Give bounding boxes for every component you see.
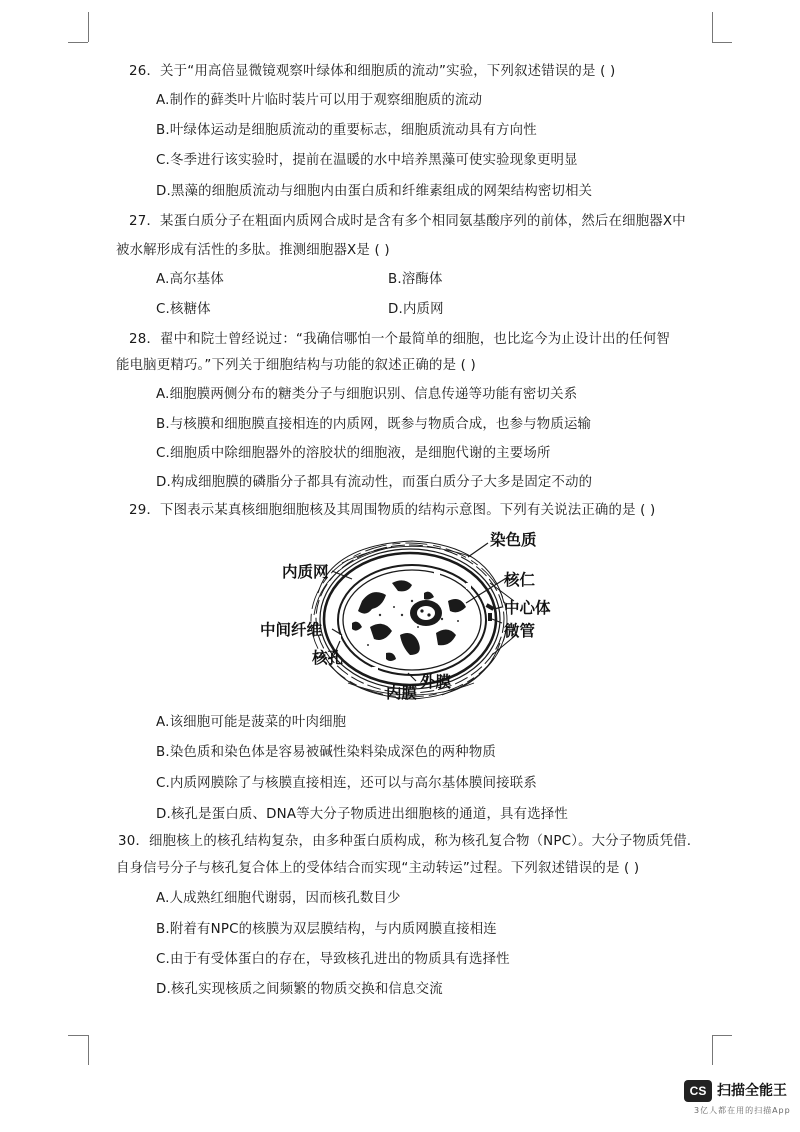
label-outer-membrane: 外膜 [420,673,452,691]
question-28-option-d: D.构成细胞膜的磷脂分子都具有流动性，而蛋白质分子大多是固定不动的 [156,475,593,490]
question-29-option-b: B.染色质和染色体是容易被碱性染料染成深色的两种物质 [156,745,497,760]
question-29-stem: 29．下图表示某真核细胞细胞核及其周围物质的结构示意图。下列有关说法正确的是 ( ) [129,503,656,518]
question-28-option-b: B.与核膜和细胞膜直接相连的内质网，既参与物质合成，也参与物质运输 [156,417,592,432]
question-27-option-a: A.高尔基体 [156,272,224,287]
question-28-option-c: C.细胞质中除细胞器外的溶胶状的细胞液，是细胞代谢的主要场所 [156,446,551,461]
label-centrosome: 中心体 [504,599,551,617]
question-29-option-c: C.内质网膜除了与核膜直接相连，还可以与高尔基体膜间接联系 [156,776,537,791]
label-nucleolus: 核仁 [504,571,536,589]
label-intermediate-filament: 中间纤维 [260,621,323,639]
question-30-option-d: D.核孔实现核质之间频繁的物质交换和信息交流 [156,982,443,997]
question-26-option-d: D.黑藻的细胞质流动与细胞内由蛋白质和纤维素组成的网架结构密切相关 [156,184,593,199]
camscanner-logo-icon: CS [684,1080,712,1102]
question-26-option-a: A.制作的藓类叶片临时装片可以用于观察细胞质的流动 [156,93,483,108]
question-27-stem-line-2: 被水解形成有活性的多肽。推测细胞器X是 ( ) [116,243,390,258]
question-30-stem-line-1: 30．细胞核上的核孔结构复杂，由多种蛋白质构成，称为核孔复合物（NPC）。大分子物质凭借. [118,834,692,849]
question-28-stem-line-2: 能电脑更精巧。”下列关于细胞结构与功能的叙述正确的是 ( ) [116,358,476,373]
question-29-option-a: A.该细胞可能是菠菜的叶肉细胞 [156,715,347,730]
watermark-subtitle: 3亿人都在用的扫描App [694,1106,791,1115]
question-26-option-b: B.叶绿体运动是细胞质流动的重要标志，细胞质流动具有方向性 [156,123,537,138]
question-27-stem-line-1: 27．某蛋白质分子在粗面内质网合成时是含有多个相同氨基酸序列的前体，然后在细胞器X中 [129,214,686,229]
label-chromatin: 染色质 [490,531,537,549]
question-29-option-d: D.核孔是蛋白质、DNA等大分子物质进出细胞核的通道，具有选择性 [156,807,569,822]
question-26-stem: 26．关于“用高倍显微镜观察叶绿体和细胞质的流动”实验，下列叙述错误的是 ( ) [129,64,616,79]
label-inner-membrane: 内膜 [386,684,418,702]
question-26-option-c: C.冬季进行该实验时，提前在温暖的水中培养黑藻可使实验现象更明显 [156,153,578,168]
question-30-option-a: A.人成熟红细胞代谢弱，因而核孔数目少 [156,891,401,906]
question-28-option-a: A.细胞膜两侧分布的糖类分子与细胞识别、信息传递等功能有密切关系 [156,387,578,402]
question-30-option-b: B.附着有NPC的核膜为双层膜结构，与内质网膜直接相连 [156,922,497,937]
question-30-stem-line-2: 自身信号分子与核孔复合体上的受体结合而实现“主动转运”过程。下列叙述错误的是 ( ) [116,861,640,876]
question-27-option-b: B.溶酶体 [388,272,443,287]
question-30-option-c: C.由于有受体蛋白的存在，导致核孔进出的物质具有选择性 [156,952,510,967]
nucleus-diagram [252,523,562,713]
label-nuclear-pore: 核孔 [312,649,344,667]
watermark-title: 扫描全能王 [717,1083,787,1099]
question-28-stem-line-1: 28．翟中和院士曾经说过：“我确信哪怕一个最简单的细胞，也比迄今为止设计出的任何智 [129,332,671,347]
question-27-option-c: C.核糖体 [156,302,211,317]
label-microtubule: 微管 [504,622,536,640]
scanner-watermark [684,1078,794,1124]
label-endoplasmic-reticulum: 内质网 [282,563,329,581]
question-27-option-d: D.内质网 [388,302,444,317]
